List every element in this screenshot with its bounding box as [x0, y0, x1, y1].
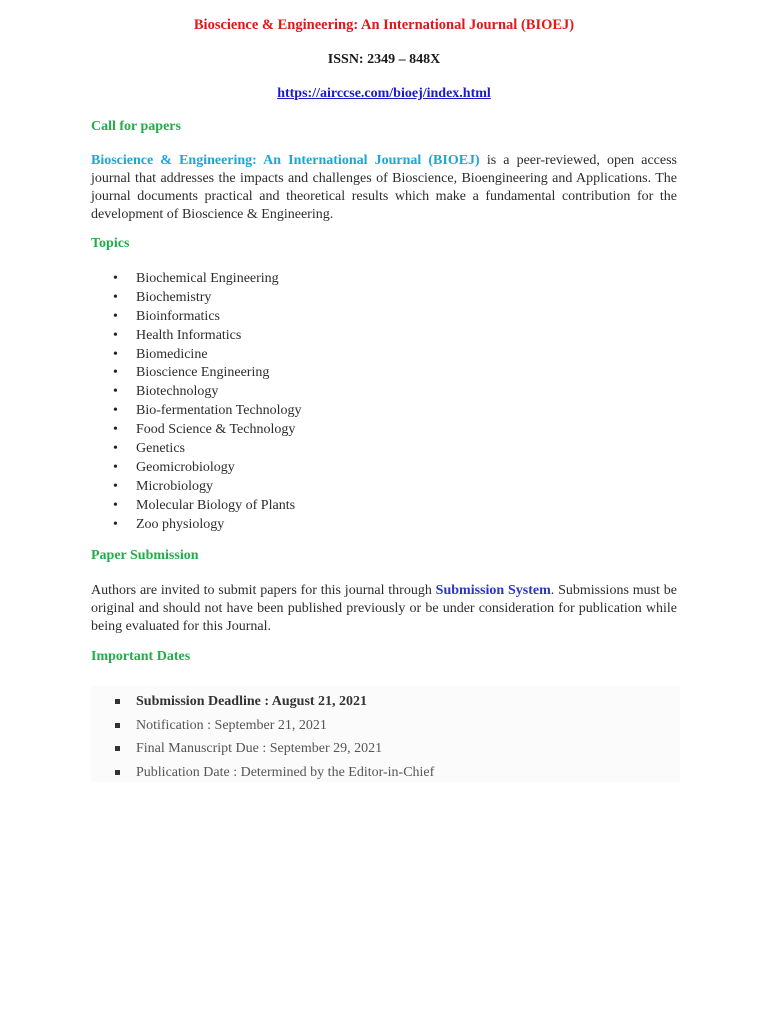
list-item: • Molecular Biology of Plants: [91, 497, 302, 516]
important-dates-list: [91, 690, 434, 784]
list-item: • Zoo physiology: [91, 516, 302, 535]
paper-submission-heading: Paper Submission: [91, 548, 199, 563]
list-item: Final Manuscript Due : September 29, 2021: [91, 737, 434, 761]
journal-url-link[interactable]: https://airccse.com/bioej/index.html: [277, 86, 491, 101]
important-dates-heading: Important Dates: [91, 649, 191, 664]
list-item: • Biotechnology: [91, 383, 302, 402]
journal-name: Bioscience & Engineering: An International Journal (BIOEJ): [91, 153, 480, 168]
topics-list: [91, 270, 302, 534]
list-item: Publication Date : Determined by the Editor-in-Chief: [91, 761, 434, 785]
list-item: Submission Deadline : August 21, 2021: [91, 690, 434, 714]
list-item: • Microbiology: [91, 478, 302, 497]
list-item: • Genetics: [91, 440, 302, 459]
issn: ISSN: 2349 – 848X: [327, 52, 441, 67]
list-item: • Bio-fermentation Technology: [91, 402, 302, 421]
list-item: • Geomicrobiology: [91, 459, 302, 478]
list-item: • Biochemistry: [91, 289, 302, 308]
topics-heading: Topics: [91, 236, 130, 251]
submission-system-link[interactable]: Submission System: [435, 583, 551, 598]
journal-url: [0, 86, 768, 102]
list-item: • Health Informatics: [91, 327, 302, 346]
call-for-papers-heading: Call for papers: [91, 119, 181, 134]
list-item: Notification : September 21, 2021: [91, 714, 434, 738]
journal-title: Bioscience & Engineering: An International Journal (BIOEJ): [193, 17, 575, 33]
call-for-papers-body: is a peer-reviewed, open access journal that addresses the impacts and challenges of Bioscience, Bioengineering and Applications. The journal documents practical and theoretical results which make a fundamental contribution for the development of Bioscience & Engineering.: [91, 153, 678, 222]
call-for-papers-paragraph: [91, 152, 677, 224]
submission-text-before: Authors are invited to submit papers for this journal through: [91, 583, 436, 598]
paper-submission-paragraph: [91, 582, 677, 636]
list-item: • Bioinformatics: [91, 308, 302, 327]
list-item: • Biochemical Engineering: [91, 270, 302, 289]
list-item: • Biomedicine: [91, 346, 302, 365]
submission-text-after: . Submissions must be original and should not have been published previously or be under consideration for publication while being evaluated for this Journal.: [91, 583, 677, 634]
list-item: • Bioscience Engineering: [91, 364, 302, 383]
list-item: • Food Science & Technology: [91, 421, 302, 440]
